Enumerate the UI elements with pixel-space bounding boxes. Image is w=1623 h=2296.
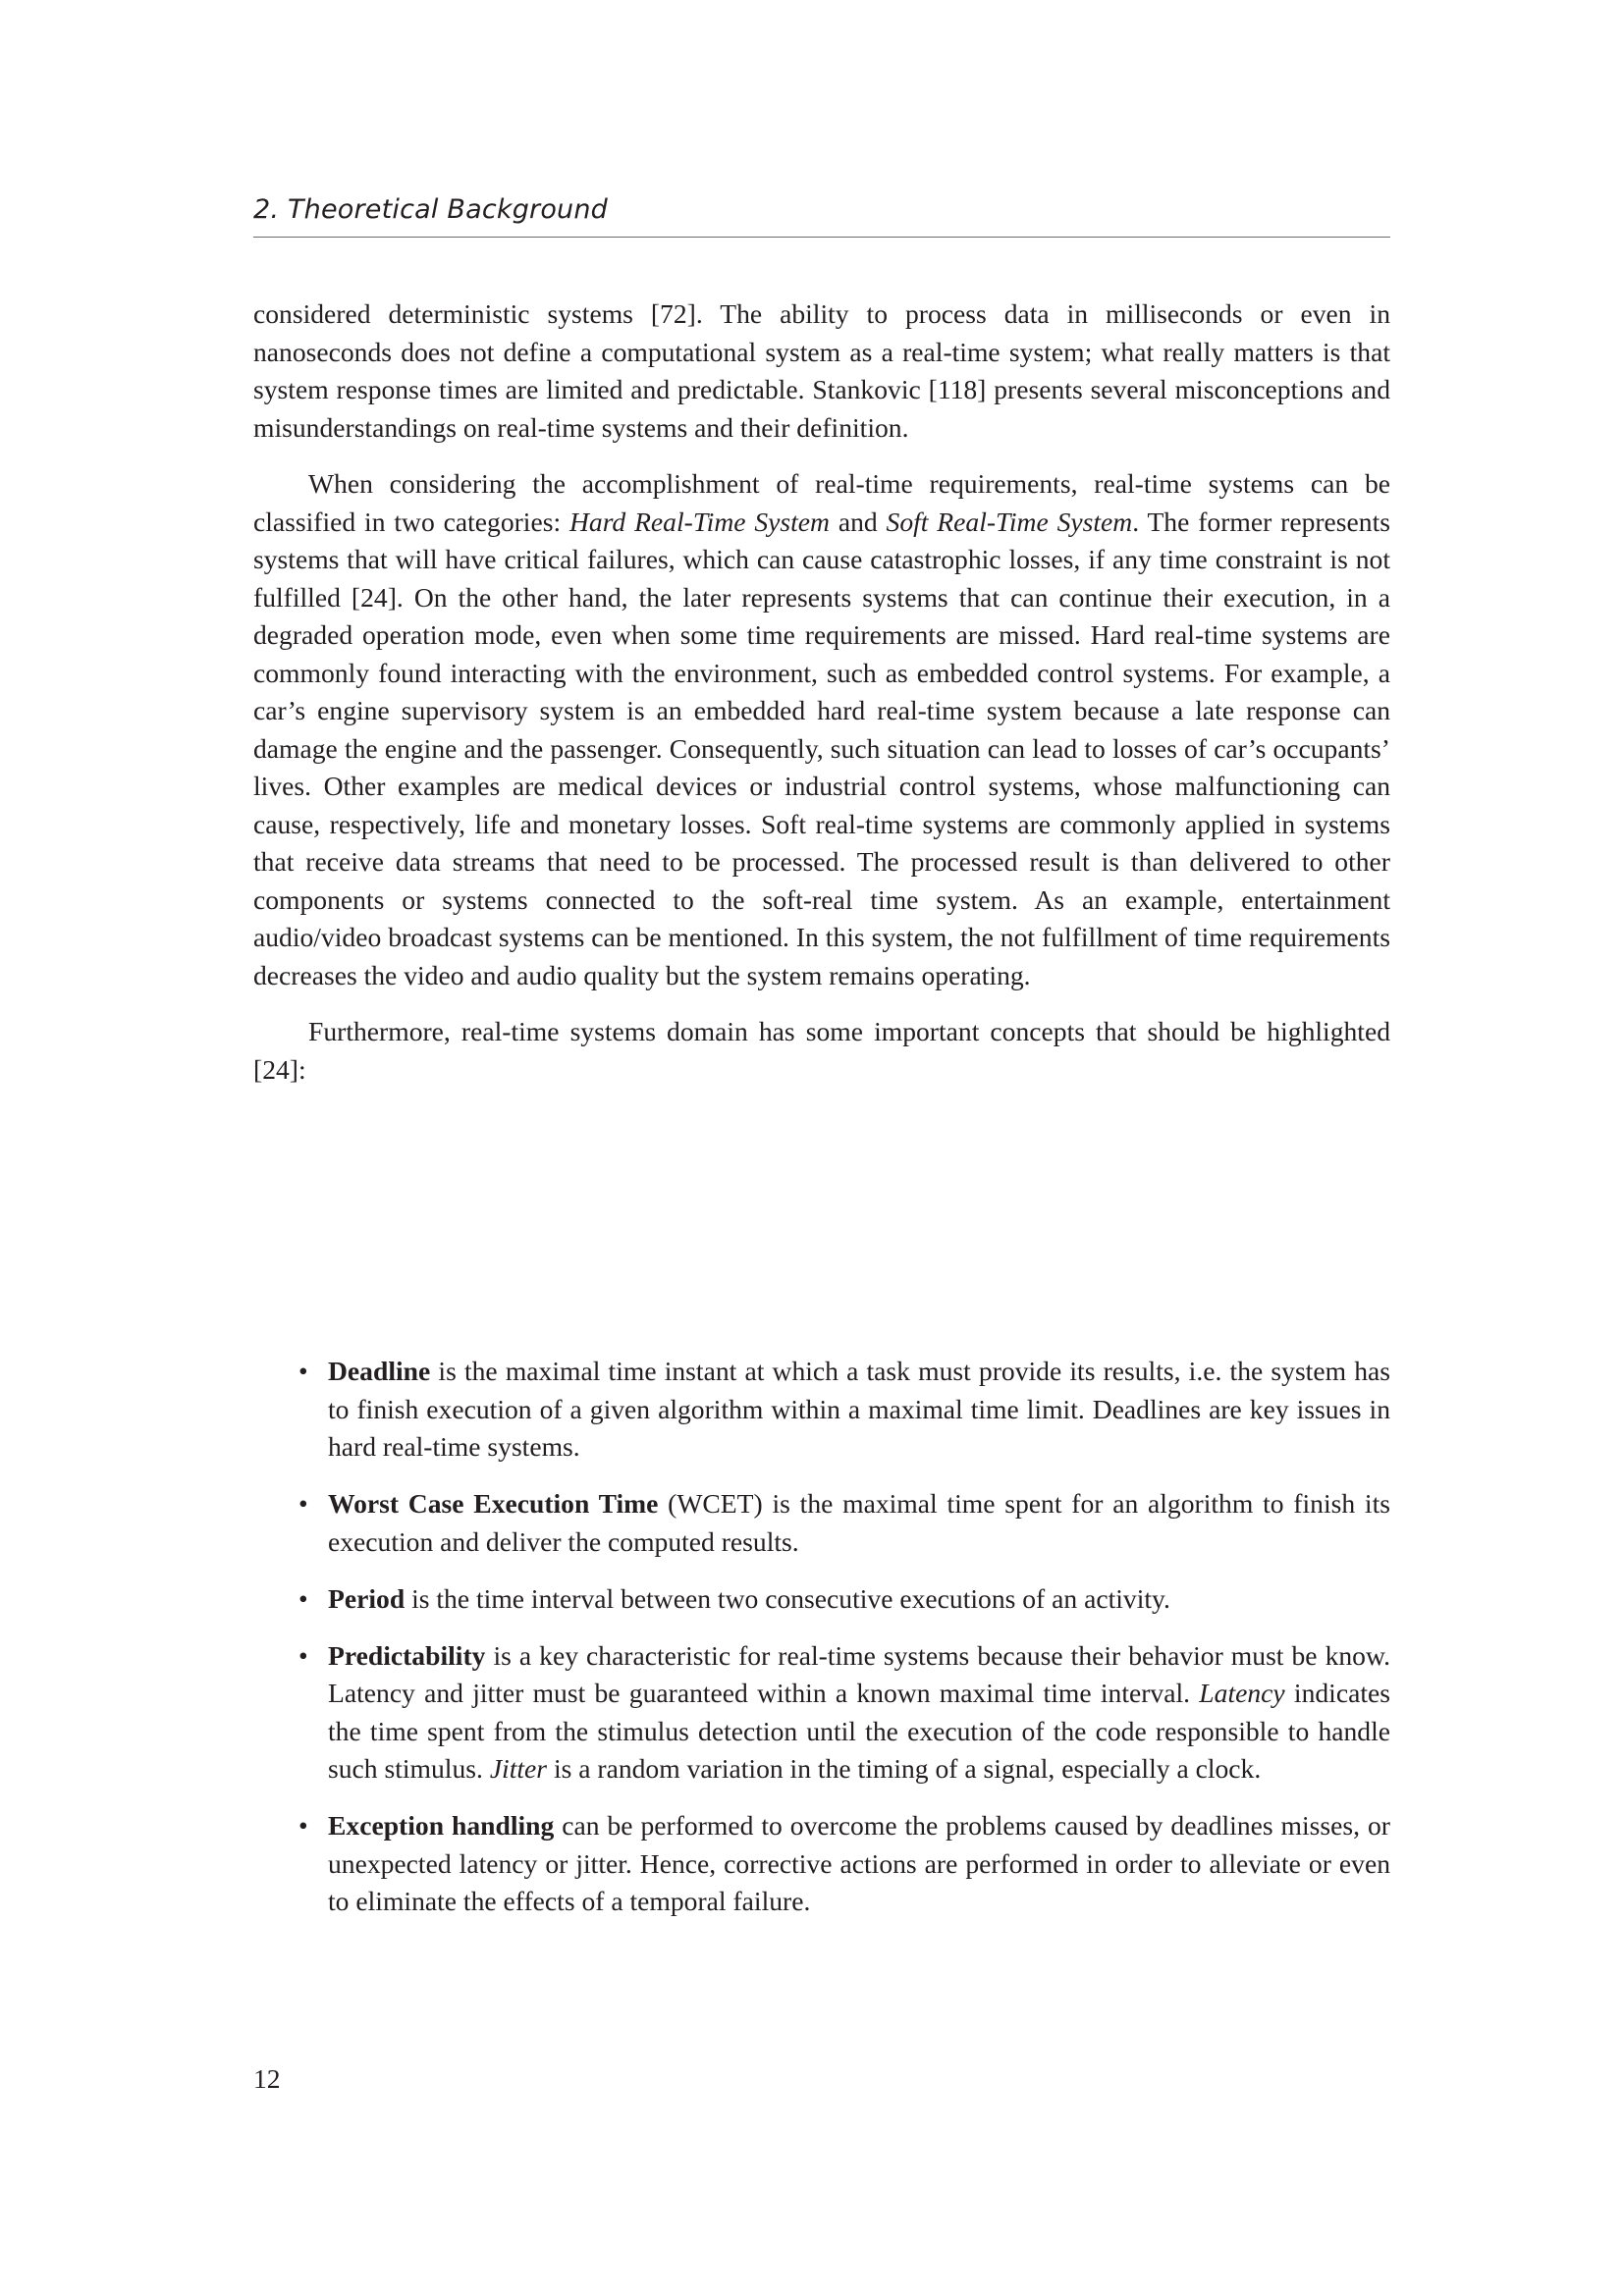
bullet-icon: • xyxy=(298,1810,308,1841)
bullet-icon: • xyxy=(298,1582,308,1614)
page-number: 12 xyxy=(253,2063,281,2094)
list-item-wcet xyxy=(253,1485,1390,1561)
running-header: 2. Theoretical Background xyxy=(253,194,609,225)
bullet-icon: • xyxy=(298,1639,308,1671)
list-item-text: can be performed to overcome the problems caused by deadlines misses, or unexpected latency or jitter. Hence, corrective actions are performed in order to alleviate or even to eliminate the effects of a temporal failure. xyxy=(328,1810,1390,1916)
header-rule xyxy=(253,237,1390,238)
list-item-deadline xyxy=(253,1353,1390,1467)
list-item-predictability xyxy=(253,1637,1390,1789)
paragraph-2 xyxy=(253,465,1390,994)
concepts-list xyxy=(253,1353,1390,1940)
list-item-term: Period xyxy=(328,1582,406,1614)
list-item-term: Deadline xyxy=(328,1356,431,1386)
list-item-period xyxy=(253,1580,1390,1619)
paragraph-1: considered deterministic systems [72]. The ability to process data in milliseconds or even in nanoseconds does not define a computational system as a real-time system; what really matters is that system response times are limited and predictable. Stankovic [118] presents several misconceptions and misunderstandings on real-time systems and their definition. xyxy=(253,298,1390,443)
list-item-text: is the maximal time instant at which a task must provide its results, i.e. the system has to finish execution of a given algorithm within a maximal time limit. Deadlines are key issues in hard real-time systems. xyxy=(328,1356,1390,1462)
document-page xyxy=(253,0,1390,2296)
bullet-icon: • xyxy=(298,1488,308,1519)
list-item-text: is the time interval between two consecutive executions of an activity. xyxy=(405,1582,1170,1614)
paragraph-2-text-and: and xyxy=(829,506,887,537)
list-item-term: Predictability xyxy=(328,1639,486,1671)
list-item-text: indicates the time spent from the stimulus detection until the execution of the code responsible to handle such stimulus. xyxy=(328,1678,1390,1784)
list-item-text: is a key characteristic for real-time systems because their behavior must be know. Latency and jitter must be guaranteed within a known maximal time interval. xyxy=(328,1639,1390,1708)
term-jitter: Jitter xyxy=(489,1753,548,1784)
term-latency: Latency xyxy=(1199,1678,1285,1708)
list-item-text: is a random variation in the timing of a signal, especially a clock. xyxy=(547,1753,1262,1784)
bullet-icon: • xyxy=(298,1356,308,1386)
list-item-term: Worst Case Execution Time xyxy=(328,1488,659,1519)
list-item-text: (WCET) is the maximal time spent for an algorithm to finish its execution and deliver the computed results. xyxy=(328,1488,1390,1557)
term-soft-real-time-system: Soft Real-Time System xyxy=(886,506,1133,537)
paragraph-2-text-rest: . The former represents systems that will have critical failures, which can cause catastrophic losses, if any time constraint is not fulfilled [24]. On the other hand, the later represents systems that can continue their execution, in a degraded operation mode, even when some time requirements are missed. Hard real-time systems are commonly found interacting with the environment, such as embedded control systems. For example, a car’s engine supervisory system is an embedded hard real-time system because a late response can damage the engine and the passenger. Consequently, such situation can lead to losses of car’s occupants’ lives. Other examples are medical devices or industrial control systems, whose malfunctioning can cause, respectively, life and monetary losses. Soft real-time systems are commonly applied in systems that receive data streams that need to be processed. The processed result is than delivered to other components or systems connected to the soft-real time system. As an example, entertainment audio/video broadcast systems can be mentioned. In this system, the not fulfillment of time requirements decreases the video and audio quality but the system remains operating. xyxy=(253,506,1390,990)
paragraph-3: Furthermore, real-time systems domain has some important concepts that should be highlighted [24]: xyxy=(253,1016,1390,1085)
list-item-exception-handling xyxy=(253,1807,1390,1921)
list-item-term: Exception handling xyxy=(328,1810,555,1841)
paragraph-2-text-start: When considering the accomplishment of real-time requirements, real-time systems can be classified in two categories: xyxy=(253,468,1390,537)
body-text xyxy=(253,295,1390,1089)
term-hard-real-time-system: Hard Real-Time System xyxy=(568,506,830,537)
